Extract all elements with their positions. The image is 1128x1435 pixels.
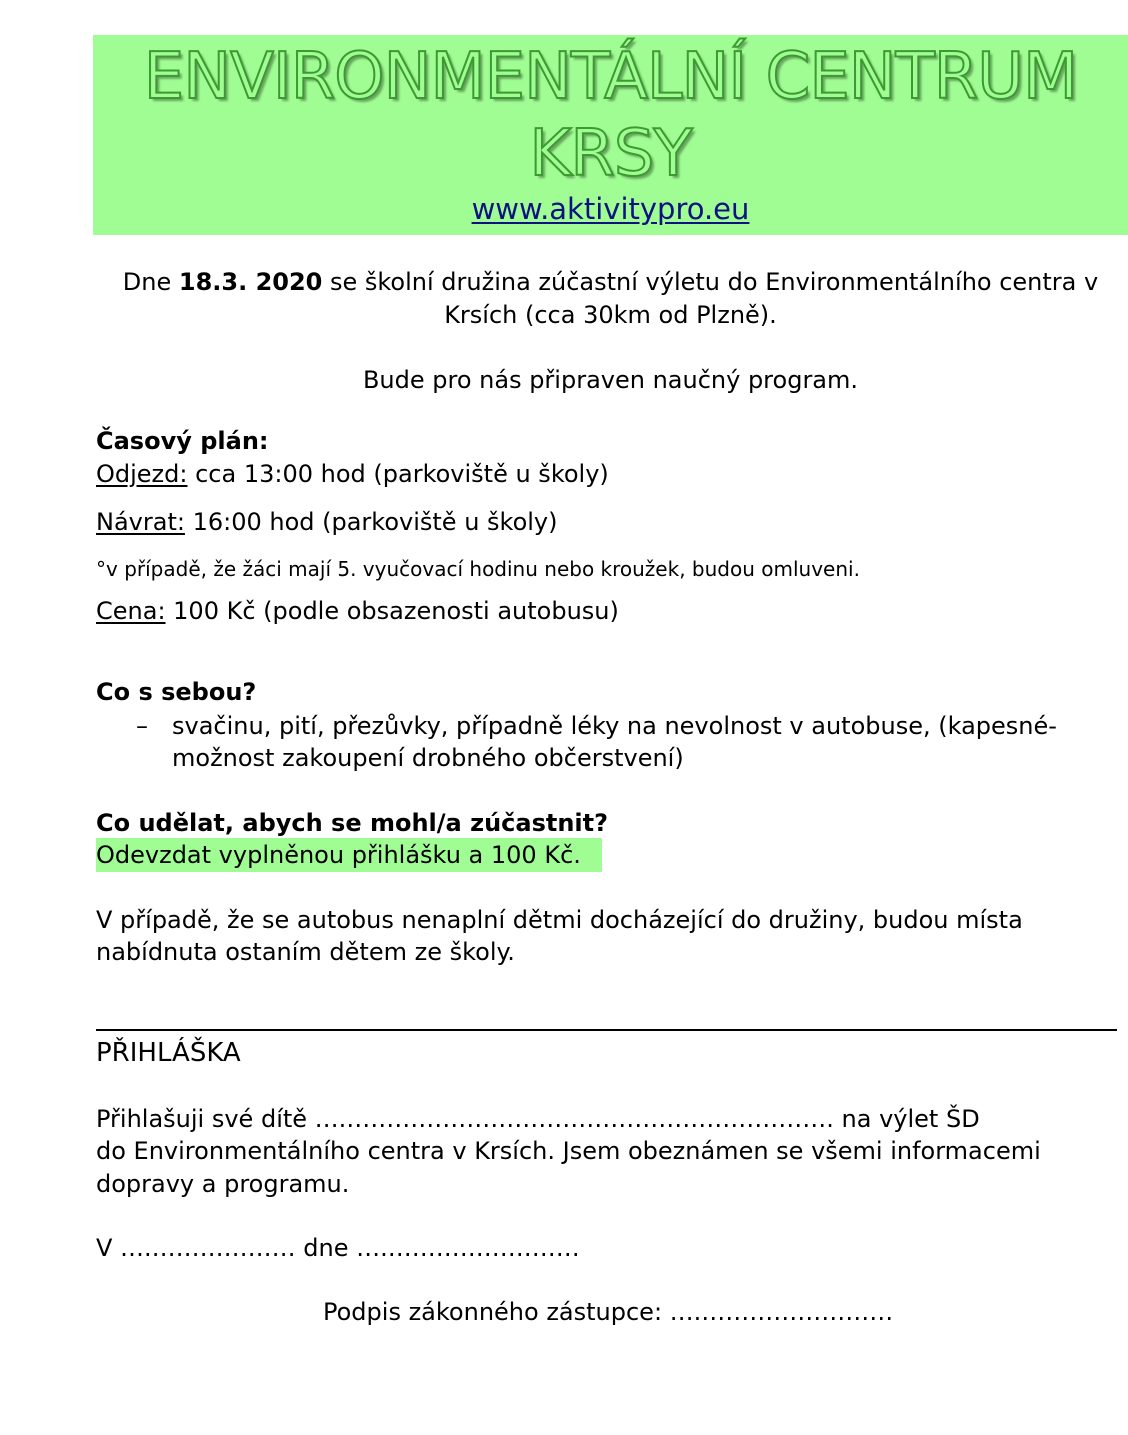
- form-line-1: Přihlašuji své dítě ….……………………………………………………. na výlet ŠD: [96, 1105, 980, 1133]
- schedule-heading: Časový plán:: [96, 427, 269, 455]
- departure-line: [96, 458, 609, 491]
- bring-dash: –: [136, 712, 148, 740]
- intro-suffix: se školní družina zúčastní výletu do Environmentálního centra v: [322, 268, 1099, 296]
- departure-label: Odjezd:: [96, 460, 188, 488]
- signature-line: Podpis zákonného zástupce: ….……………………: [323, 1298, 894, 1326]
- return-label: Návrat:: [96, 508, 185, 536]
- price-line: [96, 595, 619, 628]
- return-value: 16:00 hod (parkoviště u školy): [184, 508, 558, 536]
- requirements-heading: Co udělat, abych se mohl/a zúčastnit?: [96, 809, 609, 837]
- intro-prefix: Dne: [122, 268, 179, 296]
- bring-line-1: svačinu, pití, přezůvky, případně léky na nevolnost v autobuse, (kapesné-: [172, 712, 1057, 740]
- section-divider: [96, 1029, 1117, 1031]
- intro-line-2: Krsích (cca 30km od Plzně).: [444, 301, 777, 329]
- trip-date: 18.3. 2020: [178, 268, 323, 296]
- requirements-text: Odevzdat vyplněnou přihlášku a 100 Kč.: [96, 841, 581, 869]
- form-line-2: do Environmentálního centra v Krsích. Jsem obeznámen se všemi informacemi: [96, 1137, 1041, 1165]
- notice-line-1: V případě, že se autobus nenaplní dětmi docházející do družiny, budou místa: [96, 906, 1023, 934]
- title-line-2: KRSY: [529, 117, 692, 191]
- bring-line-2: možnost zakoupení drobného občerstvení): [172, 744, 684, 772]
- form-heading: PŘIHLÁŠKA: [96, 1038, 241, 1068]
- price-value: 100 Kč (podle obsazenosti autobusu): [165, 597, 619, 625]
- intro-line-1: [93, 266, 1128, 299]
- website-link[interactable]: www.aktivitypro.eu: [471, 192, 750, 226]
- program-text: Bude pro nás připraven naučný program.: [362, 366, 859, 394]
- header-banner: [93, 35, 1128, 235]
- notice-line-2: nabídnuta ostaním dětem ze školy.: [96, 938, 515, 966]
- return-line: [96, 506, 558, 539]
- form-line-3: dopravy a programu.: [96, 1170, 350, 1198]
- title-line-1: ENVIRONMENTÁLNÍ CENTRUM: [143, 40, 1078, 114]
- price-label: Cena:: [96, 597, 166, 625]
- schedule-note: °v případě, že žáci mají 5. vyučovací hodinu nebo kroužek, budou omluveni.: [96, 557, 860, 581]
- place-date-line: V ….……………… dne ….……………………: [96, 1234, 580, 1262]
- departure-value: cca 13:00 hod (parkoviště u školy): [187, 460, 609, 488]
- bring-heading: Co s sebou?: [96, 678, 257, 706]
